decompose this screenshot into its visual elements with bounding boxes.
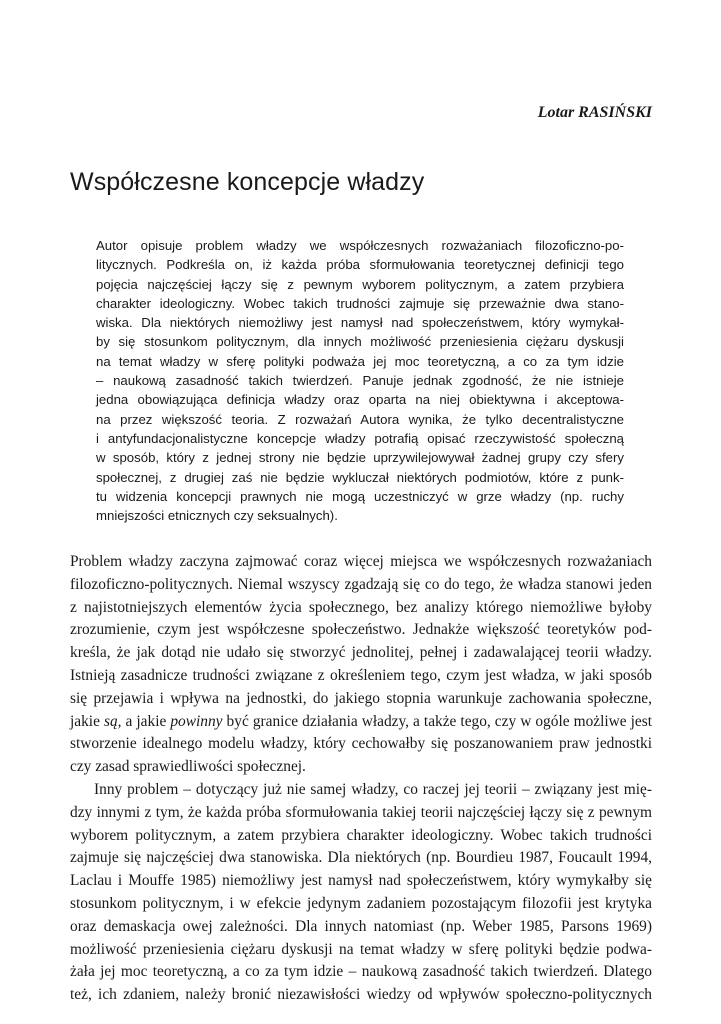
body-line: zrozumienie, czym jest współczesne społeczeństwo. Jednakże większość teoretyków pod- [70,621,652,639]
abstract-line: litycznych. Podkreśla on, iż każda próba sformułowania teoretycznej definicji tego [96,257,624,273]
abstract-line: wiska. Dla niektórych niemożliwy jest namysł nad społeczeństwem, który wymykał- [96,315,624,331]
body-line: Problem władzy zaczyna zajmować coraz więcej miejsca we współczesnych rozważaniach [70,553,652,570]
abstract-line: pojęcia najczęściej łączy się z pewnym wyborem politycznym, a zatem przybiera [96,276,624,292]
body-text [70,551,652,1007]
article-title: Współczesne koncepcje władzy [70,168,425,196]
emphasis-text: powinny [170,712,223,730]
body-line: stworzenie idealnego modelu władzy, który cechowałby się poszanowaniem praw jednostki [70,735,652,753]
body-line: Laclau i Mouffe 1985) niemożliwy jest namysł nad społeczeństwem, który wymykałby się [70,872,652,890]
abstract-line: – naukową zasadność takich twierdzeń. Panuje jednak zgodność, że nie istnieje [96,373,624,389]
body-line: filozoficzno-politycznych. Niemal wszyscy zgadzają się co do tego, że władza stanowi jeden [70,575,652,593]
abstract-line: w sposób, który z jednej strony nie będzie uprzywilejowywał żadnej grupy czy sfery [96,450,624,466]
body-line: zajmuje się najczęściej dwa stanowiska. Dla niektórych (np. Bourdieu 1987, Foucault 1994, [70,849,652,867]
body-line: możliwość przeniesienia ciężaru dyskusji na temat władzy w sferę polityki będzie podwa- [70,940,652,958]
text-run: być granice działania władzy, a także tego, czy w ogóle możliwe jest [222,712,652,730]
body-line: Istnieją zasadnicze trudności związane z określeniem tego, czym jest władza, w jaki sposób [70,666,652,684]
abstract-line: na temat władzy w sferę polityki podważa jej moc teoretyczną, a co za tym idzie [96,353,624,369]
body-line: kreśla, że jak dotąd nie udało się stworzyć jednolitej, pełnej i zadawalającej teorii władzy. [70,644,652,662]
author-first-name: Lotar [537,104,575,121]
abstract-line: jedna obowiązująca definicja władzy oraz oparta na niej obiektywna i akceptowa- [96,392,624,408]
body-line: oraz demaskacja owej zależności. Dla innych natomiast (np. Weber 1985, Parsons 1969) [70,917,652,935]
abstract-line: by się stosunkom politycznym, dla innych możliwość przeniesienia ciężaru dyskusji [96,334,624,350]
body-line: czy zasad sprawiedliwości społecznej. [70,758,306,776]
abstract-line: charakter ideologiczny. Wobec takich trudności zajmuje się przeważnie dwa stano- [96,295,624,311]
body-line: też, ich zdaniem, należy bronić niezawisłości wiedzy od wpływów społeczno-politycznych [70,986,652,1004]
paragraph-2 [70,779,652,1007]
emphasis-text: są [103,712,118,730]
author-name [538,104,652,122]
paragraph-1 [70,551,652,779]
abstract-line: społecznej, z drugiej zaś nie będzie wykluczał niektórych podmiotów, które z punk- [96,469,624,485]
author-last-name: RASIŃSKI [578,104,652,121]
abstract-line: tu widzenia koncepcji prawnych nie mogą uczestniczyć w grze władzy (np. ruchy [96,488,624,504]
body-line: z najistotniejszych elementów życia społecznego, bez analizy którego niemożliwe byłoby [70,598,652,616]
abstract-line: Autor opisuje problem władzy we współczesnych rozważaniach filozoficzno-po- [96,238,624,253]
body-line: Inny problem – dotyczący już nie samej władzy, co raczej jej teorii – związany jest mię- [94,780,652,798]
abstract-line: i antyfundacjonalistyczne koncepcje władzy potrafią opisać rzeczywistość społeczną [96,430,624,446]
body-line: stosunkom politycznym, i w efekcie jedynym zadaniem pozostającym filozofii jest krytyka [70,894,652,912]
text-run: , a jakie [117,712,171,730]
abstract-line: na przez większość teoria. Z rozważań Autora wynika, że tylko decentralistyczne [96,411,624,427]
abstract [96,236,624,525]
body-line: się przejawia i wpływa na jednostki, do jakiego stopnia warunkuje zachowania społeczne, [70,689,652,707]
text-run: jakie [70,712,104,730]
abstract-line: mniejszości etnicznych czy seksualnych). [96,508,338,524]
body-line-with-emphasis [70,711,652,734]
body-line: żała jej moc teoretyczną, a co za tym idzie – naukową zasadność takich twierdzeń. Dlatego [70,963,652,981]
body-line: dzy innymi z tym, że każda próba sformułowania takiej teorii najczęściej łączy się z pewnym [70,803,652,821]
body-line: wyborem politycznym, a zatem przybiera charakter ideologiczny. Wobec takich trudności [70,826,652,844]
